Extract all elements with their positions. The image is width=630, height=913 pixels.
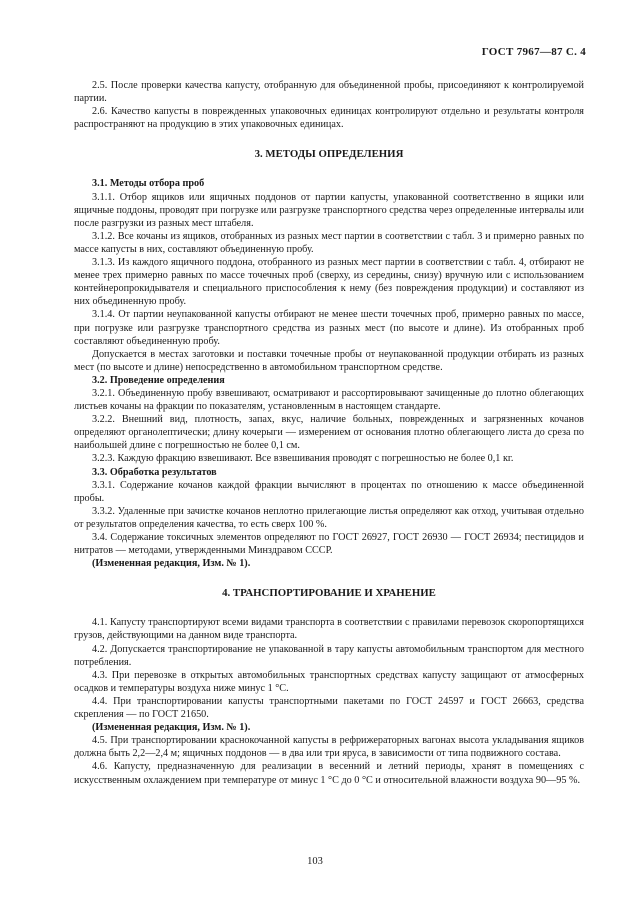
paragraph-4-4: 4.4. При транспортировании капусты транспортными пакетами по ГОСТ 24597 и ГОСТ 26663, средства скрепления — по ГОСТ 21650.	[74, 695, 584, 721]
paragraph-2-5: 2.5. После проверки качества капусту, отобранную для объединенной пробы, присоединяют к контролируемой партии.	[74, 80, 584, 105]
paragraph-4-1: 4.1. Капусту транспортируют всеми видами транспорта в соответствии с правилами перевозок скоропортящихся грузов, действующими на данном виде транспорта.	[74, 617, 584, 642]
paragraph-2-6: 2.6. Качество капусты в поврежденных упаковочных единицах контролируют отдельно и результаты контроля распространяют на продукцию в этих упаковочных единицах.	[74, 106, 584, 131]
paragraph-3-1-4-note: Допускается в местах заготовки и поставки точечные пробы от неупакованной продукции отбирать из разных мест (по высоте и длине) непосредственно в автомобильном транспортном средстве.	[74, 348, 584, 373]
paragraph-4-5: 4.5. При транспортировании краснокочанной капусты в рефрижераторных вагонах высота укладывания ящиков должна быть 2,2—2,4 м; ящичных поддонов — в два или три яруса, в зависимости от типа подвижного состава.	[74, 735, 584, 760]
paragraph-4-3: 4.3. При перевозке в открытых автомобильных транспортных средствах капусту защищают от атмосферных осадков и температуры воздуха ниже минус 1 °С.	[74, 669, 584, 694]
subsection-3-1-title: 3.1. Методы отбора проб	[92, 178, 205, 190]
paragraph-4-2: 4.2. Допускается транспортирование не упакованной в тару капусты автомобильным транспортом для местного потребления.	[74, 643, 584, 668]
section-4-title: 4. ТРАНСПОРТИРОВАНИЕ И ХРАНЕНИЕ	[222, 587, 436, 600]
amendment-note-3: (Измененная редакция, Изм. № 1).	[92, 558, 251, 570]
paragraph-3-2-1: 3.2.1. Объединенную пробу взвешивают, осматривают и рассортировывают зачищенные до плотно облегающих листьев кочаны на фракции по показателям, установленным в настоящем стандарте.	[74, 387, 584, 413]
paragraph-3-3-2: 3.3.2. Удаленные при зачистке кочанов неплотно прилегающие листья определяют как отход, учитывая отдельно от результатов определения качества, то есть сверх 100 %.	[74, 505, 584, 530]
paragraph-4-6: 4.6. Капусту, предназначенную для реализации в весенний и летний периоды, хранят в помещениях с искусственным охлаждением при температуре от минус 1 °С до 0 °С и относительной влажности воздуха 90—95 %.	[74, 761, 584, 786]
paragraph-3-4: 3.4. Содержание токсичных элементов определяют по ГОСТ 26927, ГОСТ 26930 — ГОСТ 26934; пестицидов и нитратов — методами, утвержденными Минздравом СССР.	[74, 532, 584, 557]
section-3-title: 3. МЕТОДЫ ОПРЕДЕЛЕНИЯ	[254, 148, 404, 161]
page-number: 103	[307, 856, 323, 867]
paragraph-3-2-2: 3.2.2. Внешний вид, плотность, запах, вкус, наличие больных, поврежденных и загрязненных кочанов определяют органолептически; длину кочерыги — измерением от основания плотно облегающего листа до среза по наибольшей длине с погрешностью не более 0,1 см.	[74, 414, 584, 452]
paragraph-3-1-3: 3.1.3. Из каждого ящичного поддона, отобранного из разных мест партии в соответствии с табл. 4, отбирают не менее трех примерно равных по массе точечных проб (сверху, из середины, снизу) вручную или с использованием контейнеропрокидывателя и специального приспособления к нему (без повреждения продукции) и составляют из них объединенную пробу.	[74, 257, 584, 308]
amendment-note-4: (Измененная редакция, Изм. № 1).	[92, 722, 251, 734]
paragraph-3-1-4: 3.1.4. От партии неупакованной капусты отбирают не менее шести точечных проб, примерно равных по массе, при погрузке или разгрузке транспортного средства из разных мест (по высоте и длине). Из отобранных проб составляют объединенную пробу.	[74, 309, 584, 347]
paragraph-3-2-3: 3.2.3. Каждую фракцию взвешивают. Все взвешивания проводят с погрешностью не более 0,1 кг.	[92, 453, 514, 465]
paragraph-3-1-2: 3.1.2. Все кочаны из ящиков, отобранных из разных мест партии в соответствии с табл. 3 и примерно равных по массе капусты в них, составляют объединенную пробу.	[74, 230, 584, 255]
paragraph-3-3-1: 3.3.1. Содержание кочанов каждой фракции вычисляют в процентах по отношению к массе объединенной пробы.	[74, 479, 584, 504]
paragraph-3-1-1: 3.1.1. Отбор ящиков или ящичных поддонов от партии капусты, упакованной соответственно в ящики или ящичные поддоны, проводят при погрузке или разгрузке транспортного средства через определенные интервалы или после разгрузки из разных мест штабеля.	[74, 191, 584, 229]
document-header: ГОСТ 7967—87 С. 4	[481, 46, 586, 58]
page-body	[74, 79, 584, 787]
subsection-3-3-title: 3.3. Обработка результатов	[92, 466, 217, 478]
subsection-3-2-title: 3.2. Проведение определения	[92, 374, 225, 386]
